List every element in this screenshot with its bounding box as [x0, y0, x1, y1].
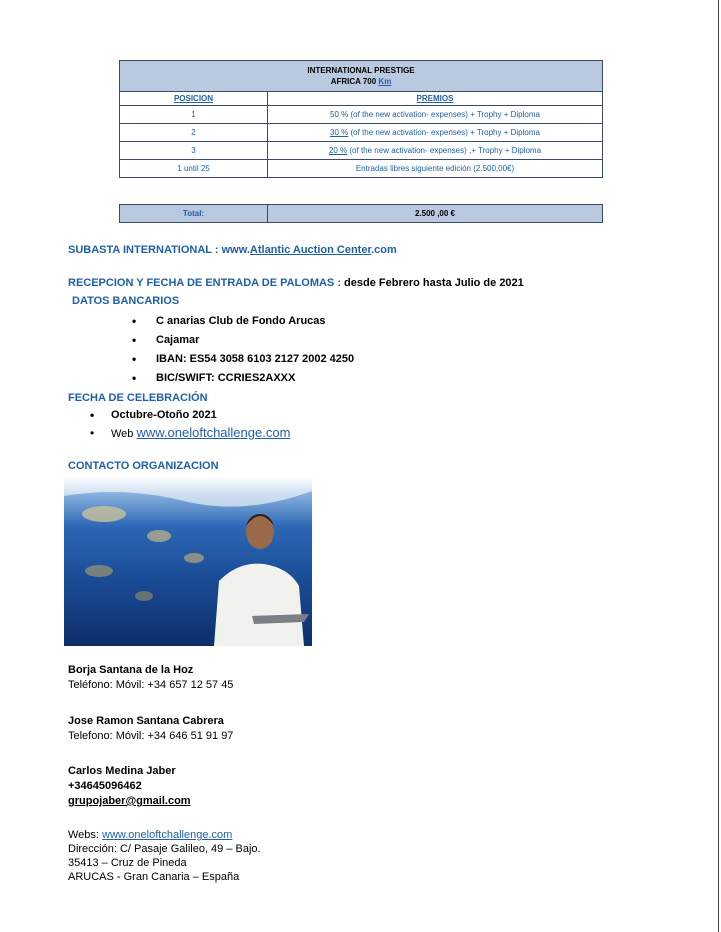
reception-label: RECEPCION Y FECHA DE ENTRADA DE PALOMAS : [68, 277, 345, 289]
list-item: • IBAN: ES54 3058 6103 2127 2002 4250 [130, 352, 354, 371]
prize-rest: Entradas libres siguiente edición (2.500,00€) [355, 164, 515, 173]
address-line: ARUCAS - Gran Canaria – España [68, 871, 240, 883]
photo-illustration [64, 476, 312, 646]
prize-pct: 30 % [330, 128, 349, 137]
contact-name: Carlos Medina Jaber [68, 765, 176, 777]
contact-heading: CONTACTO ORGANIZACION [68, 460, 219, 472]
contact-name: Borja Santana de la Hoz [68, 664, 194, 676]
island-shape [184, 553, 204, 563]
table-row [120, 142, 603, 160]
table-row [120, 124, 603, 142]
table-row [120, 160, 603, 178]
list-item: • Octubre-Otoño 2021 [88, 408, 290, 426]
webs-link[interactable]: www.oneloftchallenge.com [102, 829, 233, 841]
island-shape [135, 591, 153, 601]
list-item: • Cajamar [130, 333, 354, 352]
table-title-unit: Km [378, 77, 392, 86]
table-row [120, 106, 603, 124]
address-line: 35413 – Cruz de Pineda [68, 857, 187, 869]
col-header-position: POSICION [120, 92, 268, 106]
organizer-photo [64, 476, 312, 646]
list-item: • BIC/SWIFT: CCRIES2AXXX [130, 371, 354, 390]
total-value: 2.500 ,00 € [268, 205, 603, 223]
list-item [88, 426, 290, 444]
prize-pct: 50 % [330, 110, 349, 119]
page-edge [718, 0, 719, 932]
contact-phone: Telefono: Móvil: +34 646 51 91 97 [68, 730, 234, 742]
table-title-line2: AFRICA 700 [330, 77, 377, 86]
cell-position: 2 [120, 124, 268, 142]
web-label: Web [111, 428, 137, 440]
cell-prize [268, 160, 603, 178]
contact-1 [68, 663, 233, 693]
reception-value: desde Febrero hasta Julio de 2021 [344, 277, 524, 289]
bank-list [130, 314, 354, 390]
celebration-heading: FECHA DE CELEBRACIÓN [68, 392, 208, 404]
total-table [119, 204, 603, 223]
prize-table [119, 60, 603, 178]
web-link[interactable]: www.oneloftchallenge.com [136, 425, 291, 440]
contact-phone: +34645096462 [68, 780, 142, 792]
total-label: Total: [120, 205, 268, 223]
contact-3 [68, 764, 191, 809]
prize-rest: (of the new activation- expenses) + Trophy + Diploma [348, 110, 540, 119]
auction-line [68, 244, 397, 256]
cell-position: 1 until 25 [120, 160, 268, 178]
address-line: Dirección: C/ Pasaje Galileo, 49 – Bajo. [68, 843, 261, 855]
prize-table-title [120, 61, 603, 92]
cell-position: 1 [120, 106, 268, 124]
auction-prefix: SUBASTA INTERNATIONAL : www. [68, 244, 250, 256]
prize-rest: (of the new activation- expenses) + Trophy + Diploma [348, 128, 540, 137]
island-shape [85, 565, 113, 577]
cell-prize [268, 124, 603, 142]
webs-label: Webs: [68, 829, 103, 841]
auction-suffix: .com [371, 244, 397, 256]
person-body [214, 564, 304, 646]
col-header-prizes: PREMIOS [268, 92, 603, 106]
list-item: • C anarias Club de Fondo Arucas [130, 314, 354, 333]
cell-prize [268, 142, 603, 160]
island-shape [82, 506, 126, 522]
island-shape [147, 530, 171, 542]
cell-position: 3 [120, 142, 268, 160]
contact-2 [68, 714, 233, 744]
bank-heading: DATOS BANCARIOS [72, 295, 180, 307]
cell-prize [268, 106, 603, 124]
footer-info [68, 828, 261, 884]
prize-pct: 20 % [328, 146, 348, 155]
contact-name: Jose Ramon Santana Cabrera [68, 715, 224, 727]
auction-link[interactable]: Atlantic Auction Center [249, 244, 372, 256]
prize-rest: (of the new activation- expenses) ,+ Trophy + Diploma [347, 146, 542, 155]
contact-email[interactable]: grupojaber@gmail.com [68, 795, 191, 807]
cloud-shape [64, 476, 312, 507]
contact-phone: Teléfono: Móvil: +34 657 12 57 45 [68, 679, 234, 691]
celebration-list [88, 408, 290, 444]
table-title-line1: INTERNATIONAL PRESTIGE [307, 66, 415, 75]
reception-line [68, 277, 524, 289]
